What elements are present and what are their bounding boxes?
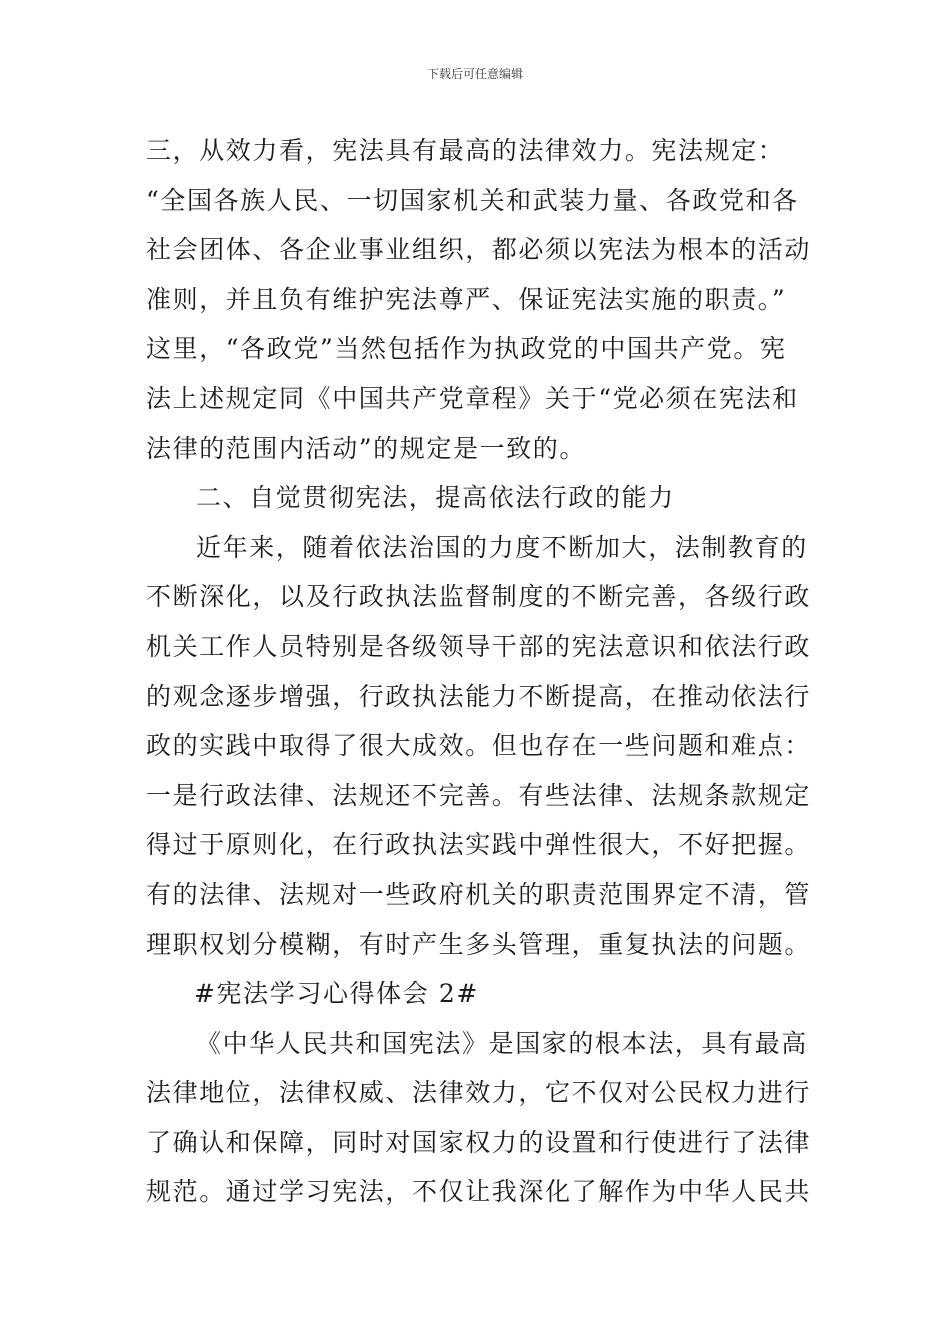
text-line: 不断深化，以及行政执法监督制度的不断完善，各级行政 [146,582,812,612]
text-line: 有的法律、法规对一些政府机关的职责范围界定不清，管 [146,879,812,909]
text-line: 准则，并且负有维护宪法尊严、保证宪法实施的职责。” [146,284,787,314]
text-line: 法律地位，法律权威、法律效力，它不仅对公民权力进行 [146,1078,812,1108]
text-line: 三，从效力看，宪法具有最高的法律效力。宪法规定： [146,136,785,165]
text-line: 政的实践中取得了很大成效。但也存在一些问题和难点： [146,731,812,761]
section-title: #宪法学习心得体会 2# [194,979,479,1009]
text-line: 近年来，随着依法治国的力度不断加大，法制教育的 [196,532,808,562]
page-header: 下载后可任意编辑 [426,67,523,81]
text-line: 《中华人民共和国宪法》是国家的根本法，具有最高 [196,1028,808,1058]
text-line: 理职权划分模糊，有时产生多头管理，重复执法的问题。 [146,929,812,959]
text-line: 法律的范围内活动”的规定是一致的。 [146,433,586,463]
text-line: “全国各族人民、一切国家机关和武装力量、各政党和各 [146,185,799,215]
text-line: 一是行政法律、法规还不完善。有些法律、法规条款规定 [146,780,812,810]
text-line: 的观念逐步增强，行政执法能力不断提高，在推动依法行 [146,681,812,711]
text-line: 了确认和保障，同时对国家权力的设置和行使进行了法律 [146,1127,812,1157]
text-line: 规范。通过学习宪法，不仅让我深化了解作为中华人民共 [146,1177,812,1207]
document-body [146,126,810,1217]
text-line: 这里，“各政党”当然包括作为执政党的中国共产党。宪 [146,334,787,364]
text-line: 得过于原则化，在行政执法实践中弹性很大，不好把握。 [146,830,812,860]
text-line: 机关工作人员特别是各级领导干部的宪法意识和依法行政 [146,631,812,661]
text-line: 社会团体、各企业事业组织，都必须以宪法为根本的活动 [146,235,812,265]
section-heading: 二、自觉贯彻宪法，提高依法行政的能力 [196,483,675,513]
text-line: 法上述规定同《中国共产党章程》关于“党必须在宪法和 [146,383,799,413]
